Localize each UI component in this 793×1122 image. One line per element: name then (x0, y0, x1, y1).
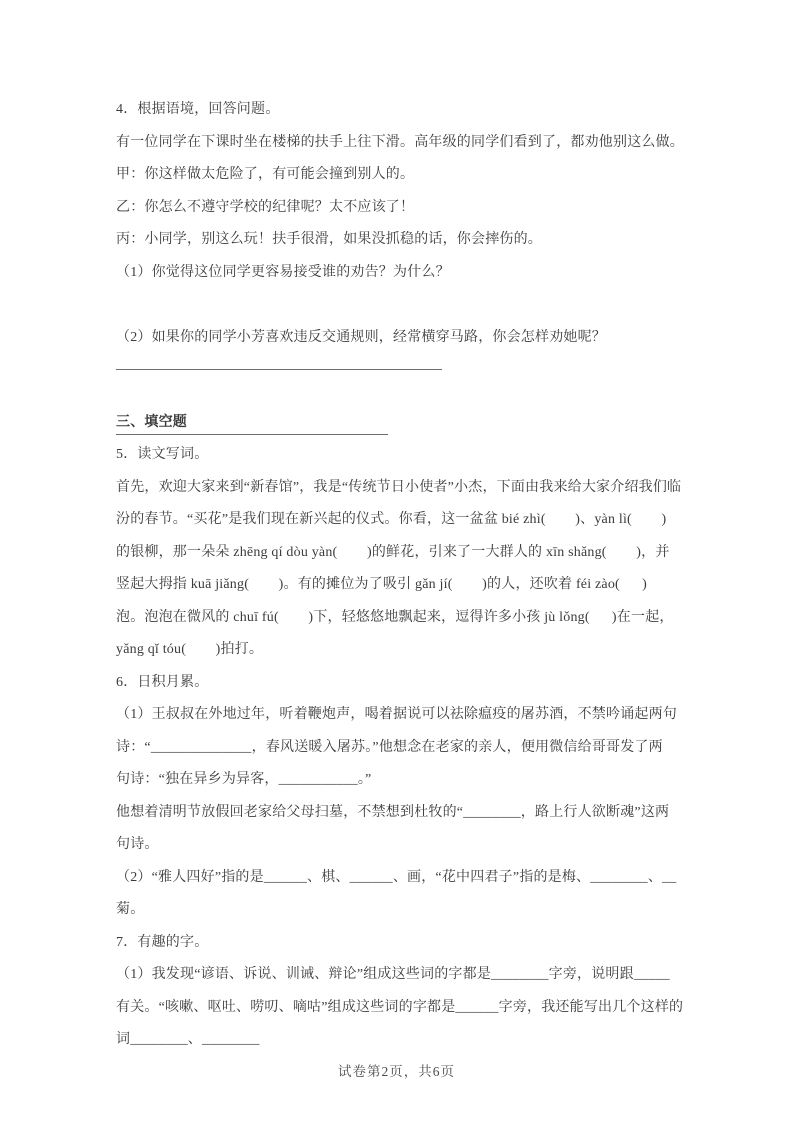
question-6-line: 句诗：“独在异乡为异客，___________。” (116, 772, 372, 787)
question-6-title: 6．日积月累。 (116, 674, 209, 690)
question-4-speaker-bing: 丙：小同学，别这么玩！扶手很滑，如果没抓稳的话，你会摔伤的。 (116, 232, 542, 247)
answer-blank-line (116, 354, 686, 387)
answer-blank-line (116, 289, 686, 322)
question-6-line: 句诗。 (116, 837, 159, 852)
question-6-line: （2）“雅人四好”指的是______、棋、______、画，“花中四君子”指的是梅、________、__ (116, 869, 677, 885)
question-6-line: 诗：“______________，春风送暖入屠苏。”他想念在老家的亲人，便用微信给哥哥发了两 (116, 739, 663, 755)
question-6-line: （1）王叔叔在外地过年，听着鞭炮声，喝着据说可以祛除瘟疫的屠苏酒，不禁吟诵起两句 (116, 707, 677, 722)
question-6-line: 他想着清明节放假回老家给父母扫墓，不禁想到杜牧的“________，路上行人欲断魂”这两 (116, 804, 670, 820)
question-7-line: 有关。“咳嗽、呕吐、唠叨、嘀咕”组成这些词的字都是______字旁，我还能写出几个这样的 (116, 999, 684, 1015)
question-7-line: 词________、________ (116, 1032, 260, 1047)
section-3-heading: 三、填空题 (116, 414, 187, 430)
question-4-speaker-yi: 乙：你怎么不遵守学校的纪律呢？太不应该了！ (116, 199, 415, 215)
question-7-title: 7．有趣的字。 (116, 934, 209, 950)
question-5-line: 泡。泡泡在微风的 chuī fú( )下，轻悠悠地飘起来，逗得许多小孩 jù lǒng( )在一起， (116, 609, 674, 625)
answer-rule (116, 419, 388, 435)
page-content (116, 94, 686, 1057)
question-6-line: 菊。 (116, 902, 145, 917)
question-4-speaker-jia: 甲：你这样做太危险了，有可能会撞到别人的。 (116, 167, 415, 182)
question-4-sub1: （1）你觉得这位同学更容易接受谁的劝告？为什么？ (116, 264, 450, 280)
question-4-title: 4．根据语境，回答问题。 (116, 102, 280, 117)
question-5-title: 5．读文写词。 (116, 447, 209, 462)
question-5-line: 的银柳，那一朵朵 zhēng qí dòu yàn( )的鲜花，引来了一大群人的 xīn shǎng( )，并 (116, 544, 670, 560)
page-footer: 试卷第2页，共6页 (338, 1064, 455, 1079)
question-7-line: （1）我发现“谚语、诉说、训诫、辩论”组成这些词的字都是________字旁，说明跟_____ (116, 967, 670, 982)
question-5-line: 首先，欢迎大家来到“新春馆”，我是“传统节日小使者”小杰，下面由我来给大家介绍我们临 (116, 479, 682, 495)
question-5-line: 汾的春节。“买花”是我们现在新兴起的仪式。你看，这一盆盆 bié zhì( )、yàn lì( ) (116, 512, 667, 527)
question-4-sub2: （2）如果你的同学小芳喜欢违反交通规则，经常横穿马路，你会怎样劝她呢？ (116, 329, 606, 345)
question-4-intro: 有一位同学在下课时坐在楼梯的扶手上往下滑。高年级的同学们看到了，都劝他别这么做。 (116, 134, 684, 150)
question-5-line: yǎng qǐ tóu( )拍打。 (116, 642, 264, 657)
question-5-line: 竖起大拇指 kuā jiǎng( )。有的摊位为了吸引 gǎn jí( )的人，还吹着 féi zào( ) (116, 577, 647, 592)
